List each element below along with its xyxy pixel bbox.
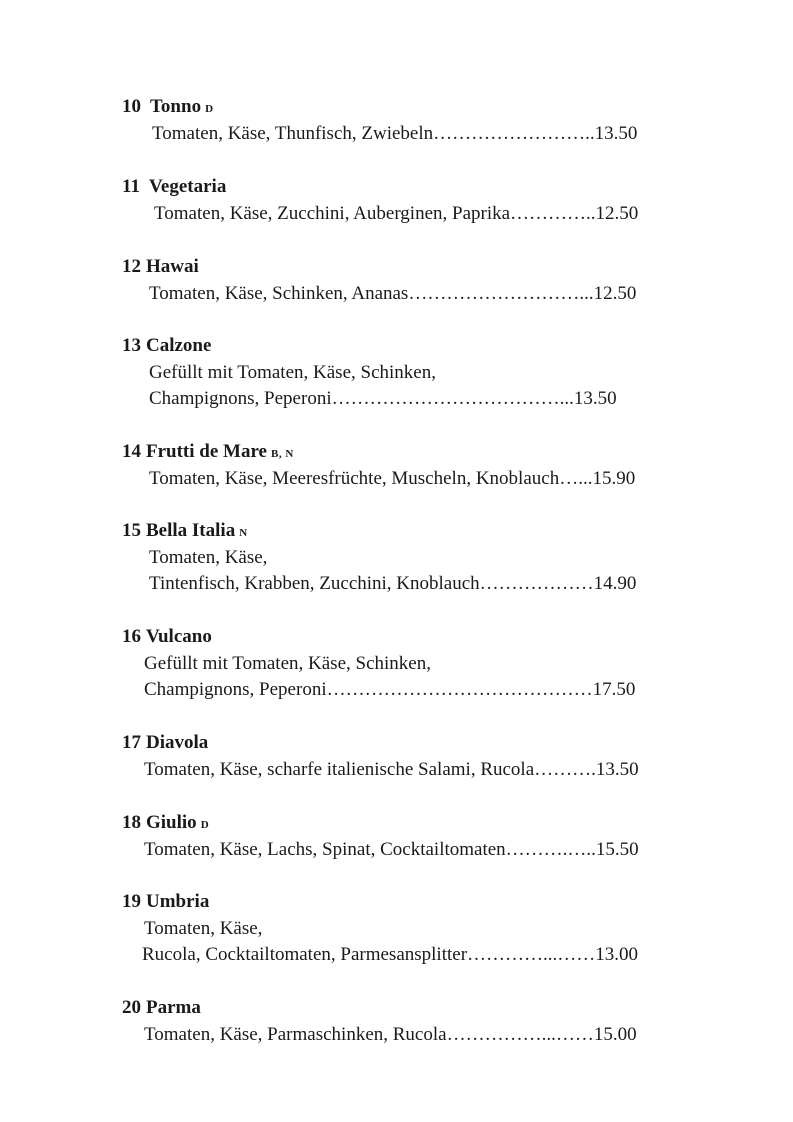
item-number: 16 bbox=[122, 626, 141, 647]
menu-item-title bbox=[122, 997, 201, 1019]
item-number: 17 bbox=[122, 732, 141, 753]
item-number: 19 bbox=[122, 891, 141, 912]
item-name: Vegetaria bbox=[148, 176, 227, 197]
menu-item-title bbox=[122, 441, 294, 465]
item-description-line: Tomaten, Käse, Parmaschinken, Rucola……………...……15.00 bbox=[144, 1024, 637, 1045]
item-number: 15 bbox=[122, 520, 141, 541]
item-name: Umbria bbox=[146, 891, 210, 912]
menu-item-title bbox=[122, 732, 208, 754]
allergen-tag: D bbox=[200, 819, 210, 831]
item-description-line: Gefüllt mit Tomaten, Käse, Schinken, bbox=[144, 653, 431, 674]
allergen-tag: N bbox=[239, 527, 248, 539]
item-number: 11 bbox=[122, 176, 140, 197]
allergen-tag: B, N bbox=[271, 448, 294, 460]
item-name: Frutti de Mare bbox=[146, 441, 267, 462]
menu-item-title bbox=[122, 256, 199, 278]
menu-item-title bbox=[122, 176, 226, 198]
item-name: Hawai bbox=[146, 256, 199, 277]
item-description-line: Tomaten, Käse, bbox=[144, 918, 263, 939]
menu-item-title bbox=[122, 626, 212, 648]
item-name: Vulcano bbox=[146, 626, 212, 647]
item-description-line: Tomaten, Käse, Lachs, Spinat, Cocktailtomaten……….…..15.50 bbox=[144, 839, 639, 860]
item-description-line: Tintenfisch, Krabben, Zucchini, Knoblauch………………14.90 bbox=[149, 573, 637, 594]
item-name: Diavola bbox=[146, 732, 209, 753]
item-name: Calzone bbox=[146, 335, 212, 356]
item-name: Bella Italia bbox=[146, 520, 236, 541]
item-number: 10 bbox=[122, 96, 141, 117]
menu-item-title bbox=[122, 96, 214, 120]
item-description-line: Champignons, Peperoni……………………………………17.50 bbox=[144, 679, 636, 700]
item-description-line: Tomaten, Käse, scharfe italienische Salami, Rucola……….13.50 bbox=[144, 759, 639, 780]
item-number: 18 bbox=[122, 812, 141, 833]
item-number: 13 bbox=[122, 335, 141, 356]
menu-item-title bbox=[122, 891, 209, 913]
item-description-line: Champignons, Peperoni………………………………...13.50 bbox=[149, 388, 617, 409]
item-name: Parma bbox=[146, 997, 201, 1018]
item-description-line: Tomaten, Käse, Zucchini, Auberginen, Paprika…………..12.50 bbox=[154, 203, 639, 224]
item-description-line: Gefüllt mit Tomaten, Käse, Schinken, bbox=[149, 362, 436, 383]
item-number: 12 bbox=[122, 256, 141, 277]
item-description-line: Tomaten, Käse, bbox=[149, 547, 268, 568]
allergen-tag: D bbox=[205, 103, 214, 115]
menu-item-title bbox=[122, 520, 248, 544]
item-name: Giulio bbox=[146, 812, 197, 833]
item-description-line: Tomaten, Käse, Thunfisch, Zwiebeln……………………..13.50 bbox=[152, 123, 638, 144]
menu-item-title bbox=[122, 335, 211, 357]
item-description-line: Rucola, Cocktailtomaten, Parmesansplitter…………...……13.00 bbox=[142, 944, 639, 965]
item-description-line: Tomaten, Käse, Schinken, Ananas………………………...12.50 bbox=[149, 283, 637, 304]
item-description-line: Tomaten, Käse, Meeresfrüchte, Muscheln, Knoblauch…...15.90 bbox=[149, 468, 636, 489]
item-number: 20 bbox=[122, 997, 141, 1018]
menu-item-title bbox=[122, 812, 209, 836]
item-number: 14 bbox=[122, 441, 141, 462]
item-name: Tonno bbox=[150, 96, 202, 117]
